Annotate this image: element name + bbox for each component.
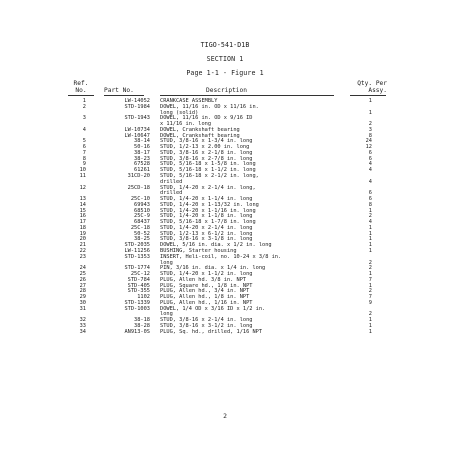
description-line: STUD, 5/16-18 x 1-7/8 in. long [160, 219, 256, 226]
quantity-cell: 1 [368, 236, 372, 243]
column-underline [160, 95, 334, 96]
quantity-cell: 2 [368, 259, 372, 266]
description-line: CRANKCASE ASSEMBLY [160, 98, 218, 104]
ref-number-cell: 29 [79, 294, 86, 301]
part-number-cell: 38-28 [134, 322, 150, 329]
part-number-cell: 38-17 [134, 149, 150, 156]
part-number-cell: STD-405 [127, 282, 150, 289]
part-number-cell: 61261 [134, 167, 150, 174]
description-line: DOWEL, Crankshaft bearing [160, 126, 240, 133]
ref-number-cell: 19 [79, 230, 86, 237]
ref-number-cell: 14 [79, 201, 86, 208]
description-line: STUD, 1/4-20 x 1-1/2 in. long [160, 271, 253, 278]
description-line: DOWEL, 1/4 OD x 3/16 ID x 1/2 in. [160, 305, 266, 312]
document-id: TIGO-541-D1B [200, 41, 250, 49]
description-line: long [160, 259, 173, 266]
description-line: STUD, 3/8-16 x 2-7/8 in. long [160, 155, 253, 162]
description-line: STUD, 5/16-18 x 2-1/2 in. long, [160, 172, 259, 179]
description-line: STUD, 1/2-13 x 6-1/2 in. long [160, 230, 253, 237]
part-number-cell: 69943 [134, 201, 150, 208]
quantity-cell: 1 [368, 247, 372, 254]
parts-list [0, 99, 450, 335]
description-line: DOWEL, Crankshaft bearing [160, 132, 240, 139]
ref-number-cell: 25 [79, 271, 86, 278]
quantity-cell: 8 [368, 132, 372, 139]
ref-number-cell: 1 [82, 98, 86, 104]
ref-number-cell: 27 [79, 282, 86, 289]
quantity-cell: 1 [368, 322, 372, 329]
quantity-cell: 6 [368, 149, 372, 156]
description-line: DOWEL, 11/16 in. OD x 9/16 ID [160, 115, 253, 122]
description-line: STUD, 5/16-18 x 1-5/8 in. long [160, 161, 256, 168]
ref-number-cell: 22 [79, 247, 86, 254]
ref-number-cell: 12 [79, 184, 86, 191]
ref-number-cell: 34 [79, 328, 86, 335]
column-header-description: Description [206, 87, 247, 94]
description-line: PLUG, Square hd., 1/8 in. NPT [160, 282, 253, 289]
quantity-cell: 1 [368, 109, 372, 116]
quantity-cell: 8 [368, 201, 372, 208]
part-number-cell: STD-1339 [124, 299, 150, 306]
part-number-cell: 25C-12 [130, 271, 150, 278]
quantity-cell: 4 [368, 219, 372, 226]
quantity-cell: 2 [368, 288, 372, 295]
description-line: STUD, 1/4-20 x 1-1/4 in. long [160, 196, 253, 203]
part-number-cell: STD-355 [127, 288, 150, 295]
description-line: PLUG, Allen hd., 1/8 in. NPT [160, 294, 250, 301]
quantity-cell: 9 [368, 299, 372, 306]
ref-number-cell: 31 [79, 305, 86, 312]
ref-number-cell: 21 [79, 242, 86, 249]
ref-number-cell: 9 [82, 161, 86, 168]
part-number-cell: STD-1353 [124, 253, 150, 260]
quantity-cell: 24 [365, 138, 372, 145]
quantity-cell: 2 [368, 213, 372, 220]
part-number-cell: 38-14 [134, 138, 150, 145]
description-line: drilled [160, 190, 183, 197]
description-line: STUD, 1/4-20 x 2-1/4 in. long, [160, 184, 256, 191]
part-number-cell: 68510 [134, 207, 150, 214]
description-line: PIN, 3/16 in. dia. x 1/4 in. long [160, 265, 266, 272]
section-heading: SECTION 1 [206, 55, 244, 63]
quantity-cell: 4 [368, 161, 372, 168]
quantity-cell: 2 [368, 311, 372, 318]
part-number-cell: LW-11256 [124, 247, 150, 254]
description-line: STUD, 3/8-16 x 2-1/8 in. long [160, 149, 253, 156]
ref-number-cell: 18 [79, 224, 86, 231]
column-header-qty: Qty. Per Assy. [357, 80, 387, 94]
quantity-cell: 2 [368, 265, 372, 272]
ref-number-cell: 33 [79, 322, 86, 329]
description-line: PLUG, Allen hd. 3/8 in. NPT [160, 276, 247, 283]
part-number-cell: 38-23 [134, 155, 150, 162]
part-number-cell: AN913-0S [124, 328, 150, 335]
part-number-cell: 25C-18 [130, 224, 150, 231]
ref-number-cell: 4 [82, 126, 86, 133]
part-number-cell: STD-1003 [124, 305, 150, 312]
table-row [0, 174, 450, 186]
description-line: PLUG, Sq. hd., drilled, 1/16 NPT [160, 328, 263, 335]
part-number-cell: 67528 [134, 161, 150, 168]
quantity-cell: 1 [368, 282, 372, 289]
table-row [0, 330, 450, 336]
quantity-cell: 1 [368, 328, 372, 335]
part-number-cell: LW-14052 [124, 98, 150, 104]
quantity-cell: 12 [365, 144, 372, 151]
page-number: 2 [223, 412, 227, 420]
quantity-cell: 7 [368, 294, 372, 301]
column-underline [104, 95, 144, 96]
ref-number-cell: 17 [79, 219, 86, 226]
description-line: DOWEL, 11/16 in. OD x 11/16 in. [160, 103, 259, 110]
part-number-cell: 38-25 [134, 236, 150, 243]
ref-number-cell: 13 [79, 196, 86, 203]
part-number-cell: 31CD-20 [127, 172, 150, 179]
quantity-cell: 1 [368, 207, 372, 214]
part-number-cell: STD-1984 [124, 103, 150, 110]
column-header-ref-no: Ref. No. [73, 80, 89, 94]
column-header-part-no: Part No. [104, 87, 134, 94]
ref-number-cell: 11 [79, 172, 86, 179]
description-line: STUD, 5/16-18 x 1-1/2 in. long [160, 167, 256, 174]
part-number-cell: 1102 [137, 294, 150, 301]
description-line: drilled [160, 178, 183, 185]
description-line: STUD, 1/4-20 x 1-13/32 in. long [160, 201, 259, 208]
ref-number-cell: 16 [79, 213, 86, 220]
description-cell [160, 330, 340, 336]
part-number-cell: STD-1774 [124, 265, 150, 272]
part-number-cell: LW-10647 [124, 132, 150, 139]
quantity-cell: 1 [368, 271, 372, 278]
description-line: PLUG, Allen hd., 3/4 in. NPT [160, 288, 250, 295]
quantity-cell: 6 [368, 190, 372, 197]
description-line: long (solid) [160, 109, 199, 116]
description-line: STUD, 1/4-20 x 1-1/8 in. long [160, 213, 253, 220]
part-number-cell: STD-784 [127, 276, 150, 283]
ref-number-cell: 10 [79, 167, 86, 174]
quantity-cell: 1 [368, 317, 372, 324]
ref-number-cell: 28 [79, 288, 86, 295]
ref-number-cell: 6 [82, 144, 86, 151]
description-line: x 11/16 in. long [160, 121, 212, 128]
ref-number-cell: 2 [82, 103, 86, 110]
ref-number-cell: 26 [79, 276, 86, 283]
description-cell [160, 174, 340, 186]
column-underline [68, 95, 94, 96]
ref-number-cell: 30 [79, 299, 86, 306]
quantity-cell: 6 [368, 155, 372, 162]
quantity-cell: 1 [368, 242, 372, 249]
part-number-cell: 50-16 [134, 144, 150, 151]
quantity-cell: 4 [368, 167, 372, 174]
ref-number-cell: 3 [82, 115, 86, 122]
part-number-cell: LW-10734 [124, 126, 150, 133]
part-number-cell: 68437 [134, 219, 150, 226]
part-number-cell: 50-52 [134, 230, 150, 237]
description-line: STUD, 3/8-16 x 1-3/4 in. long [160, 138, 253, 145]
quantity-cell: 7 [368, 276, 372, 283]
quantity-cell: 4 [368, 178, 372, 185]
description-line: STUD, 3/8-16 x 3-1/8 in. long [160, 236, 253, 243]
description-line: BUSHING, Starter housing [160, 247, 237, 254]
quantity-cell: 1 [368, 224, 372, 231]
ref-number-cell: 24 [79, 265, 86, 272]
quantity-cell: 2 [368, 121, 372, 128]
description-line: DOWEL, 5/16 in. dia. x 1/2 in. long [160, 242, 272, 249]
column-underline [350, 95, 386, 96]
quantity-cell: 1 [368, 98, 372, 104]
description-line: STUD, 3/8-16 x 2-1/4 in. long [160, 317, 253, 324]
ref-number-cell: 32 [79, 317, 86, 324]
part-number-cell: 25C-9 [134, 213, 150, 220]
quantity-cell: 6 [368, 196, 372, 203]
part-number-cell: 25CD-18 [127, 184, 150, 191]
part-number-cell: 38-18 [134, 317, 150, 324]
description-line: STUD, 1/4-20 x 1-1/16 in. long [160, 207, 256, 214]
ref-number-cell: 8 [82, 155, 86, 162]
quantity-cell: 3 [368, 126, 372, 133]
description-line: STUD, 1/4-20 x 2-1/4 in. long [160, 224, 253, 231]
part-number-cell: STD-2035 [124, 242, 150, 249]
ref-number-cell: 15 [79, 207, 86, 214]
ref-number-cell: 20 [79, 236, 86, 243]
description-line: PLUG, Allen hd., 1/16 in. NPT [160, 299, 253, 306]
quantity-cell: 1 [368, 230, 372, 237]
page-figure-heading: Page 1-1 - Figure 1 [186, 69, 264, 77]
description-line: STUD, 3/8-16 x 3-1/2 in. long [160, 322, 253, 329]
description-line: long [160, 311, 173, 318]
ref-number-cell: 7 [82, 149, 86, 156]
part-number-cell: STD-1943 [124, 115, 150, 122]
ref-number-cell: 5 [82, 138, 86, 145]
description-line: INSERT, Heli-coil, no. 10-24 x 3/8 in. [160, 253, 282, 260]
part-number-cell: 25C-10 [130, 196, 150, 203]
description-line: STUD, 1/2-13 x 2.00 in. long [160, 144, 250, 151]
ref-number-cell: 23 [79, 253, 86, 260]
